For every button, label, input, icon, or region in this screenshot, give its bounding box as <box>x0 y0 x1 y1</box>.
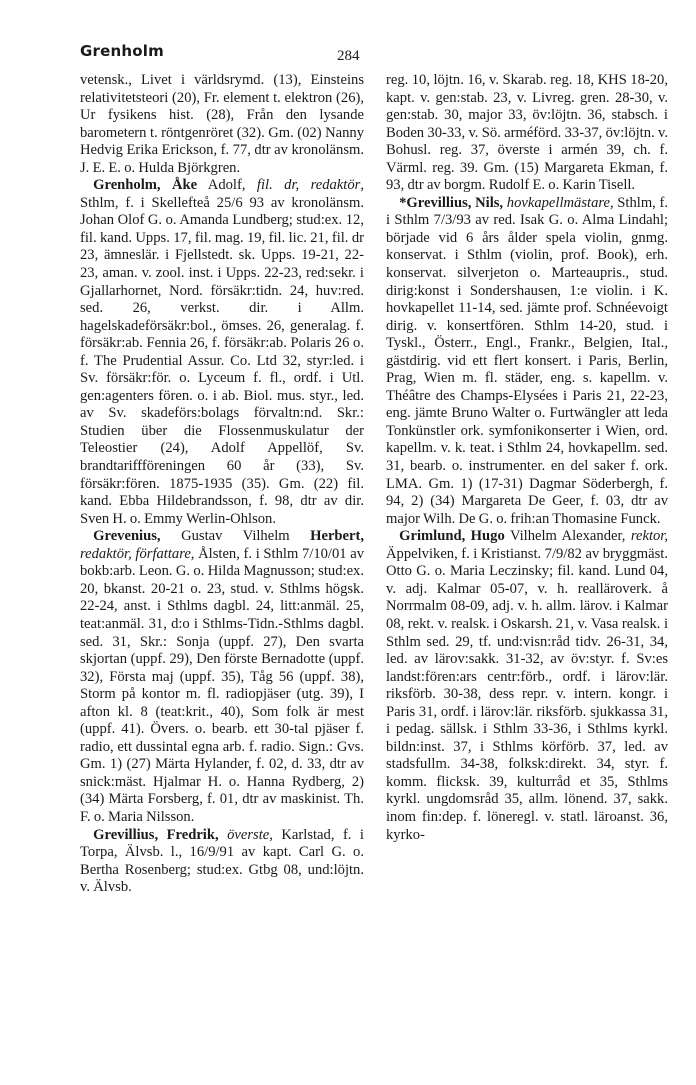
entry-text: Karlstad, f. i Torpa, Älvsb. l., 16/9/91 av kapt. Carl G. o. Bertha Rosenberg; stud:ex. Gtbg 08, und:löjtn. v. Älvsb. <box>80 826 364 896</box>
entry-grenholm-ake: Grenholm, Åke Adolf, fil. dr, redaktör, Sthlm, f. i Skellefteå 25/6 93 av kronolänsm. Johan Olof G. o. Amanda Lundberg; stud:ex. 12, fil. kand. Upps. 17, fil. mag. 19, fil. lic. 21, fil. dr 23, ämneslär. i Fjellstedt. sk. Upps. 19-21, 22-23, aman. v. zool. inst. i Upps. 22-23, red:sekr. i Gjallarhornet, Nord. försäkr:tidn. 24, huv:red. sed. 26, verkst. dir. i Allm. hagelskadeförsäkr:bol., ömses. 26, generalag. f. försäkr:ab. Fennia 26, f. försäkr:ab. Polaris 26 o. f. The Prudential Assur. Co. Ltd 32, styr:led. i Sv. försäkr:för. o. Lyceum f. fl., ordf. i Utl. gen:agenters fören. o. i ab. Biol. mus. styr., led. av Sv. skadeförs:bolags förvaltn:nd. Skr.: Studien über die Flossenmuskulatur der Teleostier (24), Adolf Appellöf, Sv. brandtariffföreningen 60 år (33), Sv. försäkr:fören. 1875-1935 (35). Gm. (22) fil. kand. Ebba Hildebrandsson, f. 98, dtr av dir. Sven H. o. Emmy Werlin-Ohlson. <box>80 177 364 527</box>
entry-title: rektor, <box>630 528 669 545</box>
entry-title: fil. dr, redaktör <box>256 177 361 194</box>
entry-grevillius-nils <box>386 195 668 528</box>
entry-grimlund-hugo: Grimlund, Hugo Vilhelm Alexander, rektor, Äppelviken, f. i Kristianst. 7/9/82 av bryggmäst. Otto G. o. Maria Leczinsky; fil. kand. Lund 04, v. adj. Kalmar 05-07, v. h. realläroverk. å Norrmalm 08-09, adj. v. h. allm. lärov. i Kalmar 08, rekt. v. realsk. i Oskarsh. 21, v. Vasa realsk. i Sthlm sed. 29, tf. und:visn:råd tidv. 26-31, 34, led. av lärov:sakk. 31-32, av öv:styr. f. Sv:es landst:fören:ars centr:förb., ordf. i lärov:lär. riksförb. 30-38, dess repr. v. intern. kongr. i Paris 31, ordf. i lärov:lär. riksförb. sjukkassa 31, i pedag. sällsk. i Sthlm 33-36, i Sthlms kyrkl. bildn:inst. 37, i Sthlms körförb. 37, led. av stadsfullm. 34-38, folksk:direkt. 34, styr. f. komm. flicksk. 39, kulturråd et 35, Sthlms kyrkl. ungdomsråd 35, allm. lönend. 37, sakk. inom fin:dep. f. löneregl. v. statl. läroanst. 36, kyrko- <box>386 528 669 843</box>
right-column <box>386 72 668 844</box>
entry-title: hovkapellmästare, <box>506 194 614 211</box>
entry-text: , Sthlm, f. i Skellefteå 25/6 93 av kronolänsm. Johan Olof G. o. Amanda Lundberg; stud:ex. 12, fil. kand. Upps. 17, fil. mag. 19, fil. lic. 21, fil. dr 23, ämneslär. i Fjellstedt. sk. Upps. 19-21, 22-23, aman. v. zool. inst. i Upps. 22-23, red:sekr. i Gjallarhornet, Nord. försäkr:tidn. 24, huv:red. sed. 26, verkst. dir. i Allm. hagelskadeförsäkr:bol., ömses. 26, generalag. f. försäkr:ab. Fennia 26, f. försäkr:ab. Polaris 26 o. f. The Prudential Assur. Co. Ltd 32, styr:led. i Sv. försäkr:för. o. Lyceum f. fl., ordf. i Utl. gen:agenters fören. o. i ab. Biol. mus. styr., led. av Sv. skadeförs:bolags förvaltn:nd. Skr.: Studien über die Flossenmuskulatur der Teleostier (24), Adolf Appellöf, Sv. brandtariffföreningen 60 år (33), Sv. försäkr:fören. 1875-1935 (35). Gm. (22) fil. kand. Ebba Hildebrandsson, f. 98, dtr av dir. Sven H. o. Emmy Werlin-Ohlson. <box>80 177 364 527</box>
entry-grevenius-herbert: Grevenius, Gustav Vilhelm Herbert, redaktör, författare, Ålsten, f. i Sthlm 7/10/01 av bokb:arb. Leon. G. o. Hilda Magnusson; stud:ex. 20, bkanst. 20-21 o. 23, stud. v. Sthlms högsk. 22-24, anst. i Sthlms dagbl. 24, litt:anmäl. 25, teat:anmäl. 31, d:o i Sthlms-Tidn.-Sthlms dagbl. sed. 31, Skr.: Sonja (uppf. 27), Den svarta skjortan (uppf. 29), Den förste Bernadotte (uppf. 32), Första maj (uppf. 35), Tåg 56 (uppf. 38), Storm på kontor m. fl. radiopjäser (utg. 39), I afton kl. 8 (teat:krit., 40), Som folk är mest (uppf. 41). Övers. o. bearb. ett 30-tal pjäser f. radio, ett dussintal egna arb. f. radio. Sign.: Gvs. Gm. 1) (27) Märta Hylander, f. 02, d. 33, dtr av snick:mäst. Hjalmar H. o. Hanna Rydberg, 2) (34) Märta Forsberg, f. 01, dtr av maskinist. Th. F. o. Maria Nilsson. <box>80 528 364 825</box>
running-head: Grenholm <box>80 42 164 60</box>
entry-headword: Grenholm, Åke <box>93 177 198 194</box>
entry-text: Äppelviken, f. i Kristianst. 7/9/82 av bryggmäst. Otto G. o. Maria Leczinsky; fil. kand. Lund 04, v. adj. Kalmar 05-07, v. h. realläroverk. å Norrmalm 08-09, adj. v. h. allm. lärov. i Kalmar 08, rekt. v. realsk. i Oskarsh. 21, v. Vasa realsk. i Sthlm sed. 29, tf. und:visn:råd tidv. 26-31, 34, led. av lärov:sakk. 31-32, av öv:styr. f. Sv:es landst:fören:ars centr:förb., ordf. i lärov:lär. riksförb. 30-38, dess repr. v. intern. kongr. i Paris 31, ordf. i lärov:lär. riksförb. sjukkassa 31, i pedag. sällsk. i Sthlm 33-36, i Sthlms kyrkl. bildn:inst. 37, i Sthlms körförb. 37, led. av stadsfullm. 34-38, folksk:direkt. 34, styr. f. komm. flicksk. 39, kulturråd et 35, Sthlms kyrkl. ungdomsråd 35, allm. lönend. 37, sakk. inom fin:dep. f. löneregl. v. statl. läroanst. 36, kyrko- <box>386 545 668 843</box>
entry-headword-2: Herbert, <box>310 528 364 545</box>
entry-title: överste, <box>227 826 273 843</box>
entry-headword: Grevillius, Fredrik, <box>93 826 219 843</box>
entry-continuation: reg. 10, löjtn. 16, v. Skarab. reg. 18, KHS 18-20, kapt. v. gen:stab. 23, v. Livreg. gren. 28-30, v. gen:stab. 30, major 33, öv:löjtn. 36, stabsch. i Boden 30-33, v. Sö. arméförd. 33-37, öv:löjtn. v. Bohusl. reg. 37, överste i armén 39, ch. f. Värml. reg. 39. Gm. (15) Margareta Ekman, f. 93, dtr av borgm. Rudolf E. o. Karin Tisell. <box>386 72 668 194</box>
entry-grevillius-fredrik <box>80 827 364 897</box>
entry-text: Ålsten, f. i Sthlm 7/10/01 av bokb:arb. Leon. G. o. Hilda Magnusson; stud:ex. 20, bkanst. 20-21 o. 23, stud. v. Sthlms högsk. 22-24, anst. i Sthlms dagbl. 24, litt:anmäl. 25, teat:anmäl. 31, d:o i Sthlms-Tidn.-Sthlms dagbl. sed. 31, Skr.: Sonja (uppf. 27), Den svarta skjortan (uppf. 29), Den förste Bernadotte (uppf. 32), Första maj (uppf. 35), Tåg 56 (uppf. 38), Storm på kontor m. fl. radiopjäser (utg. 39), I afton kl. 8 (teat:krit., 40), Som folk är mest (uppf. 41). Övers. o. bearb. ett 30-tal pjäser f. radio, ett dussintal egna arb. f. radio. Sign.: Gvs. Gm. 1) (27) Märta Hylander, f. 02, d. 33, dtr av snick:mäst. Hjalmar H. o. Hanna Rydberg, 2) (34) Märta Forsberg, f. 01, dtr av maskinist. Th. F. o. Maria Nilsson. <box>80 545 364 825</box>
entry-headword: Grevenius, <box>93 528 161 545</box>
entry-text: Sthlm, f. i Sthlm 7/3/93 av red. Isak G. o. Alma Lindahl; började vid 6 års ålder spela violin, gnmg. konservat. i Sthlm (violin, prof. Book), erh. konservat. silverjeton o. Marteaupris., stud. dirig:konst i Sondershausen, 1:e violin. i K. hovkapellet 11-14, sed. jämte prof. Schnéevoigt dirig. v. konsertfören. Sthlm 14-20, stud. i Tyskl., Österr., Engl., Frankr., Belgien, Ital., gästdirig. vid ett flert konsert. i Paris, Berlin, Prag, Wien m. fl. städer, eng. s. kapellm. v. Théâtre des Champs-Elysées i Paris 21, 22-23, eng. jämte Bruno Walter o. Furtwängler att leda Tonkünstler ork. symfonikonserter i Wien, ord. kapellm. v. k. teat. i Sthlm 24, hovkapellm. sed. 31, bearb. o. instrumenter. en del saker f. ork. LMA. Gm. 1) (17-31) Dagmar Söderbergh, f. 94, 2) (34) Margareta De Geer, f. 03, dtr av major Wilh. De G. o. frih:an Thomasine Funck. <box>386 194 669 527</box>
entry-title: redaktör, författare, <box>80 545 195 562</box>
page-number: 284 <box>337 48 360 64</box>
entry-headword: *Grevillius, Nils, <box>399 194 504 211</box>
entry-headword: Grimlund, Hugo <box>399 528 505 545</box>
entry-continuation: vetensk., Livet i världsrymd. (13), Einsteins relativitetsteori (20), Fr. element t. elektron (26), Ur fysikens hist. (28), Från den lysande barometern t. röntgenröret (32). Gm. (02) Nanny Hedvig Erika Erickson, f. 77, dtr av kronolänsm. J. E. E. o. Hulda Björkgren. <box>80 72 364 176</box>
left-column <box>80 72 364 897</box>
